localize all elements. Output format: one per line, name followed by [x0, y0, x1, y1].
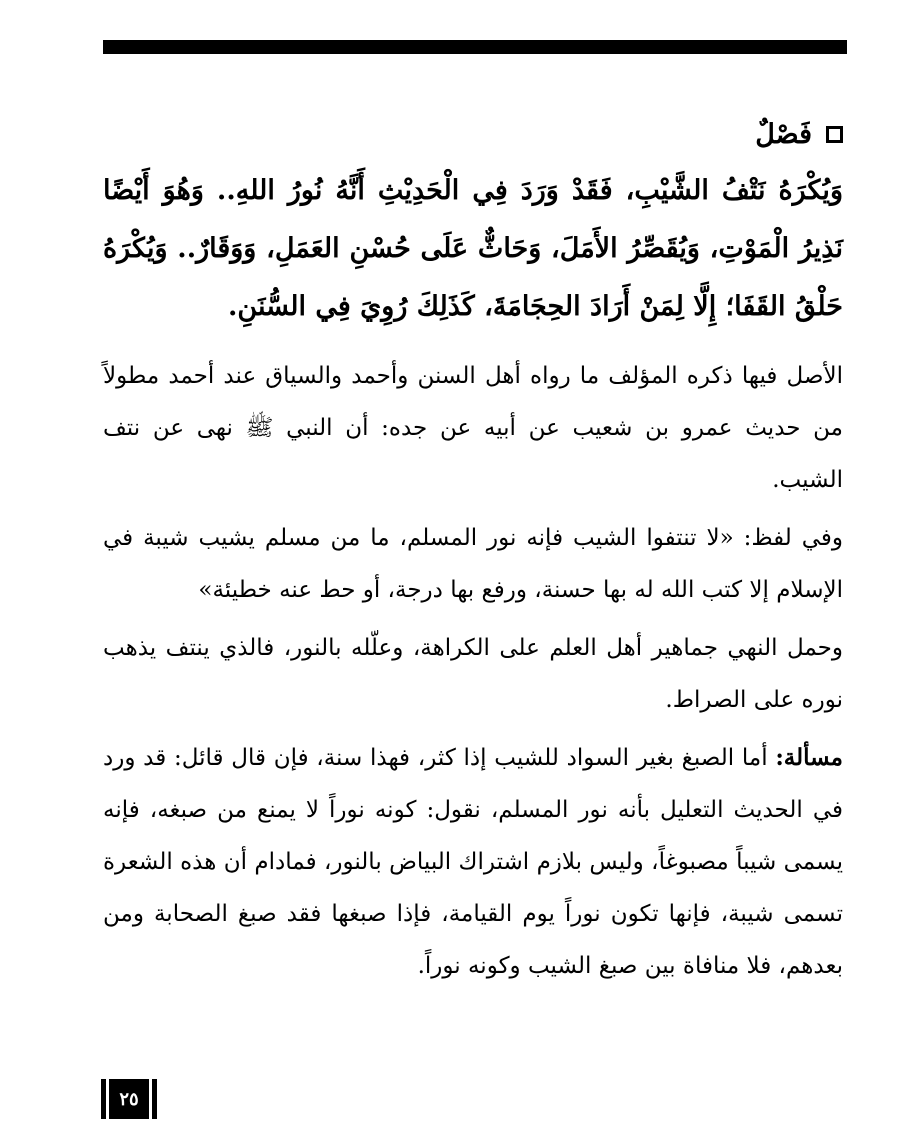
page-number-bar-left	[101, 1079, 106, 1119]
square-bullet-icon	[826, 126, 843, 143]
matn-text: وَيُكْرَهُ نَتْفُ الشَّيْبِ، فَقَدْ وَرَدَ فِي الْحَدِيْثِ أَنَّهُ نُورُ اللهِ.. وَهُوَ أَيْضًا نَذِيرُ الْمَوْتِ، وَيُقَصِّرُ الأَمَلَ، وَحَاثٌّ عَلَى حُسْنِ العَمَلِ، وَوَقَارٌ.. وَيُكْرَهُ حَلْقُ القَفَا؛ إِلَّا لِمَنْ أَرَادَ الحِجَامَةَ، كَذَلِكَ رُوِيَ فِي السُّنَنِ.	[103, 175, 843, 322]
page-content	[103, 100, 843, 992]
paragraph-1: الأصل فيها ذكره المؤلف ما رواه أهل السنن وأحمد والسياق عند أحمد مطولاً من حديث عمرو بن شعيب عن أبيه عن جده: أن النبي ﷺ نهى عن نتف الشيب.	[103, 363, 843, 493]
masala-paragraph	[103, 732, 843, 992]
paragraph-3: وحمل النهي جماهير أهل العلم على الكراهة، وعلّله بالنور، فالذي ينتف يذهب نوره على الصراط.	[103, 635, 843, 713]
masala-text: أما الصبغ بغير السواد للشيب إذا كثر، فهذا سنة، فإن قال قائل: قد ورد في الحديث التعليل بأنه نور المسلم، نقول: كونه نوراً لا يمنع من صبغه، فإنه يسمى شيباً مصبوغاً، وليس بلازم اشتراك البياض بالنور، فمادام أن هذه الشعرة تسمى شيبة، فإنها تكون نوراً يوم القيامة، فإذا صبغها فقد صبغ الصحابة ومن بعدهم، فلا منافاة بين صبغ الشيب وكونه نوراً.	[103, 745, 843, 979]
page-number-box	[101, 1079, 157, 1119]
top-rule	[103, 40, 847, 54]
section-heading	[103, 106, 843, 162]
paragraph-2: وفي لفظ: «لا تنتفوا الشيب فإنه نور المسلم، ما من مسلم يشيب شيبة في الإسلام إلا كتب الله له بها حسنة، ورفع بها درجة، أو حط عنه خطيئة»	[103, 525, 843, 603]
page-number-bar-right	[152, 1079, 157, 1119]
page-number: ٢٥	[109, 1079, 149, 1119]
masala-label: مسألة:	[775, 744, 843, 771]
section-title: فَصْلٌ	[755, 118, 812, 150]
